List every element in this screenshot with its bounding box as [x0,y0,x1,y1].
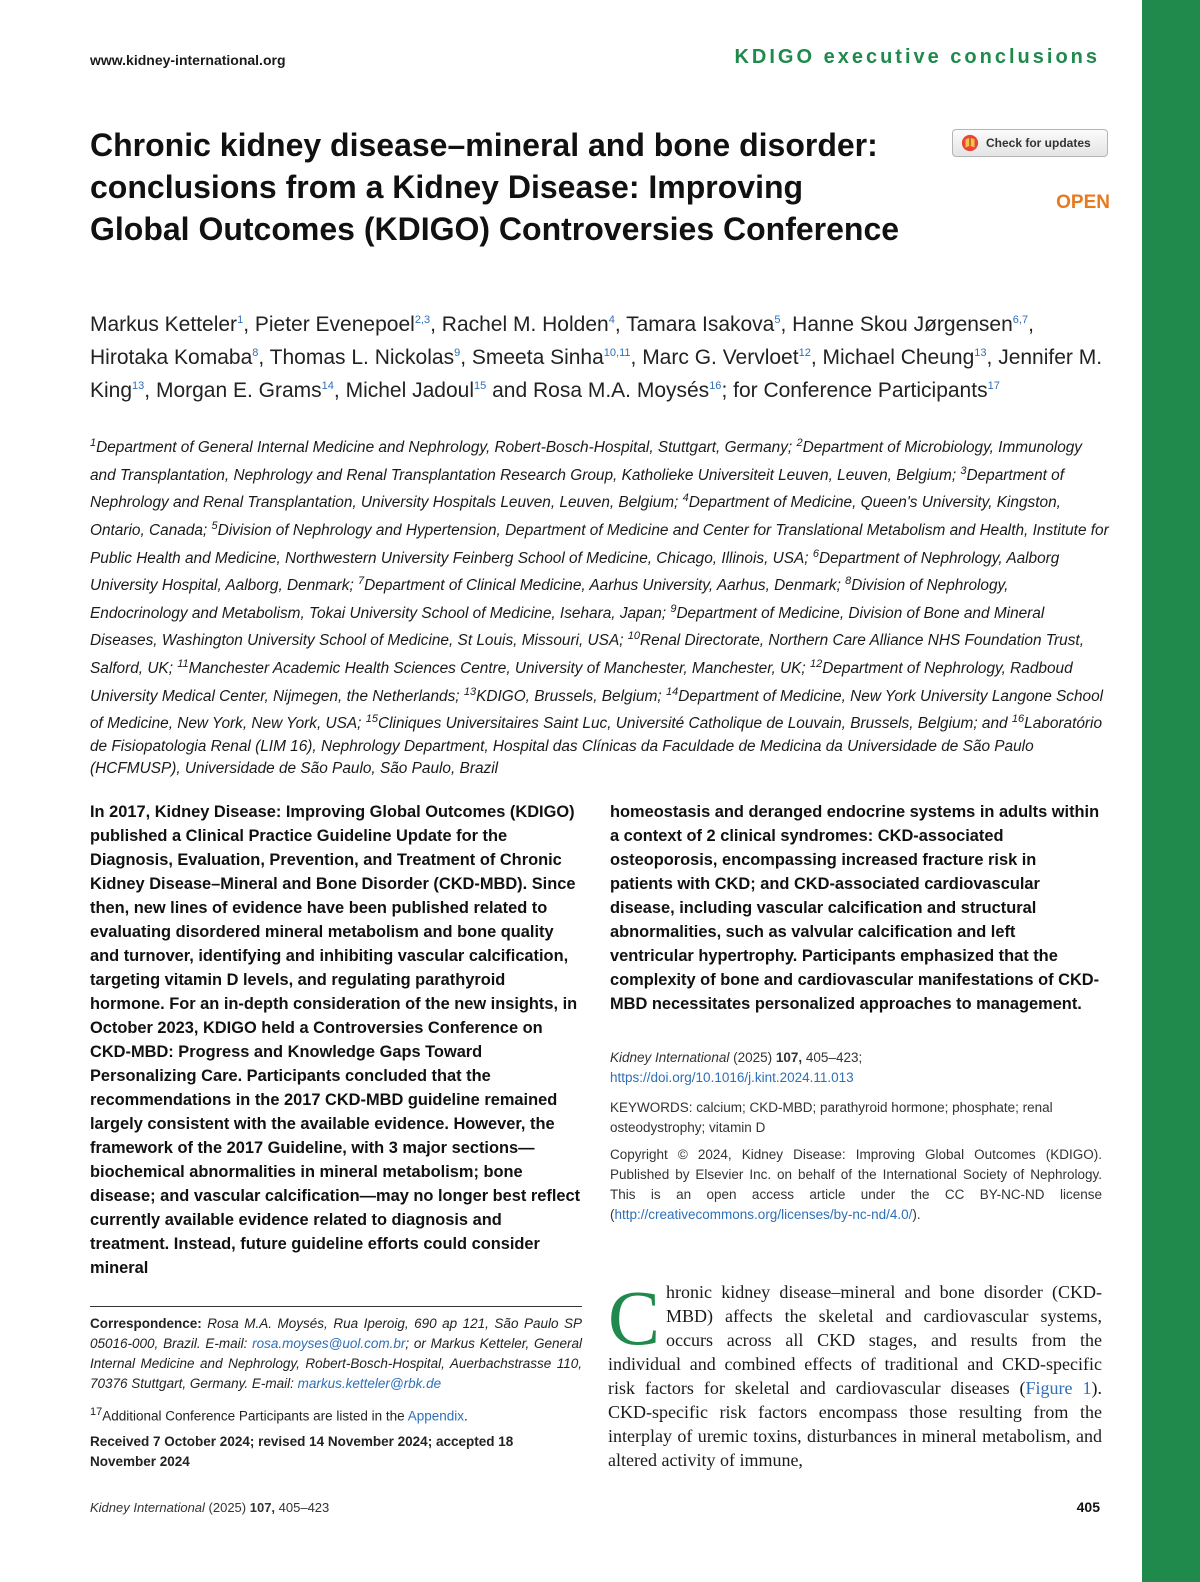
correspondence-text-2: ; or Markus Ketteler, General Internal Medicine and Nephrology, Robert-Bosch-Hospital, Auerbachstrasse 110, 70376 Stuttgart, Germany. E-mail: [90,1336,582,1391]
author-separator: ; [721,379,734,402]
author-affiliation-ref: 13 [132,380,145,392]
article-title: Chronic kidney disease–mineral and bone disorder: conclusions from a Kidney Disease: Improving Global Outcomes (KDIGO) Controversies Conference [90,127,900,247]
author-name: Markus Ketteler [90,313,238,336]
affiliation-number: 13 [463,685,477,698]
affiliation-text: Cliniques Universitaires Saint Luc, Université Catholique de Louvain, Brussels, Belgium; and [377,715,1012,733]
author-affiliation-ref: 1 [237,314,244,326]
affiliation-number: 14 [665,685,679,698]
correspondence-text-1: Rosa M.A. Moysés, Rua Iperoig, 690 ap 121, São Paulo SP 05016-000, Brazil. E-mail: [90,1316,582,1351]
author-separator: , [810,346,823,369]
author-affiliation-ref: 2,3 [414,314,431,326]
author-separator: , [1028,313,1034,336]
footnote-text: Additional Conference Participants are listed in the [102,1408,408,1424]
author-name: Michael Cheung [822,346,975,369]
author-affiliation-ref: 13 [974,347,987,359]
author-affiliation-ref: 16 [709,380,722,392]
license-link[interactable]: http://creativecommons.org/licenses/by-nc-nd/4.0/ [614,1207,913,1222]
author-separator: , [243,313,255,336]
affiliation-text: Department of Nephrology and Renal Transplantation, University Hospitals Leuven, Leuven, Belgium; [90,466,1065,512]
check-for-updates-button[interactable] [952,129,1108,157]
author-list [90,306,1110,405]
copyright-notice [610,1145,1102,1225]
author-affiliation-ref: 4 [608,314,615,326]
conference-participants-note [90,1402,582,1427]
affiliation-text: Department of Clinical Medicine, Aarhus University, Aarhus, Denmark; [364,577,846,595]
author-affiliation-ref: 6,7 [1012,314,1029,326]
affiliation-number: 6 [812,547,819,560]
copyright-end: ). [912,1207,921,1222]
author-name: Thomas L. Nickolas [269,346,455,369]
affiliation-number: 3 [960,464,967,477]
doi-link[interactable]: https://doi.org/10.1016/j.kint.2024.11.013 [610,1070,854,1085]
correspondence-note [90,1314,582,1394]
author-name: Smeeta Sinha [471,346,604,369]
author-separator: , [460,346,472,369]
affiliation-text: Division of Nephrology, Endocrinology and Metabolism, Tokai University School of Medicine, Isehara, Japan; [90,577,1009,622]
author-name: Hirotaka Komaba [90,346,253,369]
site-url[interactable]: www.kidney-international.org [90,52,286,68]
affiliation-number: 9 [670,602,677,615]
author-affiliation-ref: 5 [774,314,781,326]
copyright-text: Copyright © 2024, Kidney Disease: Improving Global Outcomes (KDIGO). Published by Elsevier Inc. on behalf of the International Society of Nephrology. This is an open access article under the CC BY-NC-ND license ( [610,1147,1102,1222]
author-affiliation-ref: 14 [321,380,334,392]
author-separator: , [986,346,999,369]
author-name: Hanne Skou Jørgensen [792,313,1013,336]
citation-journal: Kidney International [610,1050,730,1065]
author-affiliation-ref: 12 [798,347,811,359]
affiliation-number: 4 [682,492,689,505]
affiliation-number: 10 [627,630,641,643]
affiliation-number: 8 [845,575,852,588]
author-name: Morgan E. Grams [155,379,322,402]
check-updates-icon [961,134,979,152]
author-name: Tamara Isakova [626,313,775,336]
author-name: Rosa M.A. Moysés [532,379,710,402]
appendix-link[interactable]: Appendix [407,1408,464,1424]
affiliation-number: 7 [358,575,365,588]
affiliation-text: Department of Nephrology, Radboud University Medical Center, Nijmegen, the Netherlands; [90,660,1073,705]
abstract-column-right: homeostasis and deranged endocrine systems in adults within a context of 2 clinical syndromes: CKD-associated osteoporosis, encompassing increased fracture risk in patients with CKD; and CKD-associated cardiovascular disease, including vascular calcification and structural abnormalities, such as valvular calcification and left ventricular hypertrophy. Participants emphasized that the complexity of bone and cardiovascular manifestations of CKD-MBD necessitates personalized approaches to management. [610,803,1100,1013]
footnote-divider [90,1306,582,1307]
affiliation-text: Department of Medicine, New York University Langone School of Medicine, New York, New York, USA; [90,687,1104,733]
author-affiliation-ref: 8 [252,347,259,359]
affiliation-text: Laboratório de Fisiopatologia Renal (LIM 16), Nephrology Department, Hospital das Clínicas da Faculdade de Medicina da Universidade de São Paulo (HCFMUSP), Universidade de São Paulo, São Paulo, Brazil [90,715,1103,778]
body-text-2: ). CKD-specific risk factors encompass those resulting from the interplay of uremic toxins, disturbances in mineral metabolism, and altered activity of immune, [608,1378,1102,1470]
section-label: KDIGO executive conclusions [734,46,1100,68]
affiliation-text: Department of General Internal Medicine and Nephrology, Robert-Bosch-Hospital, Stuttgart, Germany; [96,439,797,457]
affiliation-text: Department of Nephrology, Aalborg University Hospital, Aalborg, Denmark; [90,549,1060,595]
page-number: 405 [1076,1499,1100,1515]
affiliation-text: KDIGO, Brussels, Belgium; [476,687,666,705]
footer-year: (2025) [204,1500,250,1515]
author-separator: , [258,346,270,369]
author-affiliation-ref: 15 [474,380,487,392]
citation [610,1048,1102,1088]
footer-citation [90,1500,329,1515]
body-paragraph [608,1274,1102,1472]
citation-volume: 107, [775,1050,803,1065]
affiliation-text: Department of Medicine, Queen's University, Kingston, Ontario, Canada; [90,494,1061,539]
affiliation-number: 1 [90,437,97,449]
author-separator: , [144,379,156,402]
affiliation-number: 2 [796,437,803,449]
citation-year: (2025) [729,1050,776,1065]
author-separator: , [333,379,346,402]
correspondence-label: Correspondence: [90,1316,202,1331]
footnote-end: . [463,1408,468,1424]
author-name: Marc G. Vervloet [642,346,799,369]
affiliation-number: 5 [211,519,218,532]
affiliation-text: Manchester Academic Health Sciences Centre, University of Manchester, Manchester, UK; [188,660,810,678]
footer-journal-name: Kidney International [90,1500,205,1515]
footnote-number: 17 [90,1406,103,1418]
author-separator: , [780,313,793,336]
body-text-1: hronic kidney disease–mineral and bone disorder (CKD-MBD) affects the skeletal and cardiovascular systems, occurs across all CKD stages, and results from the individual and combined effects of traditional and CKD-specific risk factors for skeletal and cardiovascular diseases ( [608,1282,1102,1398]
footer-volume: 107, [249,1500,276,1515]
author-name: for Conference Participants [733,379,988,402]
citation-pages: 405–423; [802,1050,863,1065]
affiliation-number: 16 [1011,713,1025,726]
author-separator: , [614,313,627,336]
affiliation-number: 11 [177,658,189,670]
author-name: Michel Jadoul [345,379,474,402]
footer-pages: 405–423 [275,1500,330,1515]
author-separator: , [430,313,442,336]
affiliation-text: Renal Directorate, Northern Care Alliance NHS Foundation Trust, Salford, UK; [90,632,1084,678]
author-affiliation-ref: 10,11 [603,347,631,359]
affiliation-number: 15 [365,713,378,726]
affiliations [90,432,1110,781]
email-link-1[interactable]: rosa.moyses@uol.com.br [252,1336,406,1351]
author-affiliation-ref: 17 [987,380,1000,392]
received-dates: Received 7 October 2024; revised 14 November 2024; accepted 18 November 2024 [90,1434,514,1469]
abstract-column-left: In 2017, Kidney Disease: Improving Global Outcomes (KDIGO) published a Clinical Practice Guideline Update for the Diagnosis, Evaluation, Prevention, and Treatment of Chronic Kidney Disease–Mineral and Bone Disorder (CKD-MBD). Since then, new lines of evidence have been published related to evaluating disordered mineral metabolism and bone quality and turnover, identifying and inhibiting vascular calcification, targeting vitamin D levels, and regulating parathyroid hormone. For an in-depth consideration of the new insights, in October 2023, KDIGO held a Controversies Conference on CKD-MBD: Progress and Knowledge Gaps Toward Personalizing Care. Participants concluded that the recommendations in the 2017 CKD-MBD guideline remained largely consistent with the available evidence. However, the framework of the 2017 Guideline, with 3 major sections—biochemical abnormalities in mineral metabolism; bone disease; and vascular calcification—may no longer best reflect currently available evidence related to diagnosis and treatment. Instead, future guideline efforts could consider mineral [90,803,581,1277]
author-name: Jennifer M. King [90,346,1103,402]
author-name: Pieter Evenepoel [254,313,415,336]
figure-1-link[interactable]: Figure 1 [1025,1378,1092,1398]
affiliation-text: Department of Microbiology, Immunology and Transplantation, Nephrology and Renal Transplantation Research Group, Katholieke Universiteit Leuven, Leuven, Belgium; [90,439,1083,484]
keywords: KEYWORDS: calcium; CKD-MBD; parathyroid hormone; phosphate; renal osteodystrophy; vitamin D [610,1100,1053,1135]
author-affiliation-ref: 9 [454,347,461,359]
author-separator: and [486,379,533,402]
affiliation-number: 12 [809,658,823,670]
author-name: Rachel M. Holden [441,313,609,336]
author-separator: , [630,346,643,369]
affiliation-text: Department of Medicine, Division of Bone and Mineral Diseases, Washington University School of Medicine, St Louis, Missouri, USA; [90,604,1045,650]
affiliation-text: Division of Nephrology and Hypertension, Department of Medicine and Center for Translational Metabolism and Health, Institute for Public Health and Medicine, Northwestern University Feinberg School of Medicine, Chicago, Illinois, USA; [90,522,1109,567]
check-updates-label: Check for updates [986,136,1091,150]
journal-color-bar [1142,0,1200,1582]
open-access-badge: OPEN [1056,192,1110,213]
drop-cap: C [608,1274,661,1361]
email-link-2[interactable]: markus.ketteler@rbk.de [297,1376,442,1391]
